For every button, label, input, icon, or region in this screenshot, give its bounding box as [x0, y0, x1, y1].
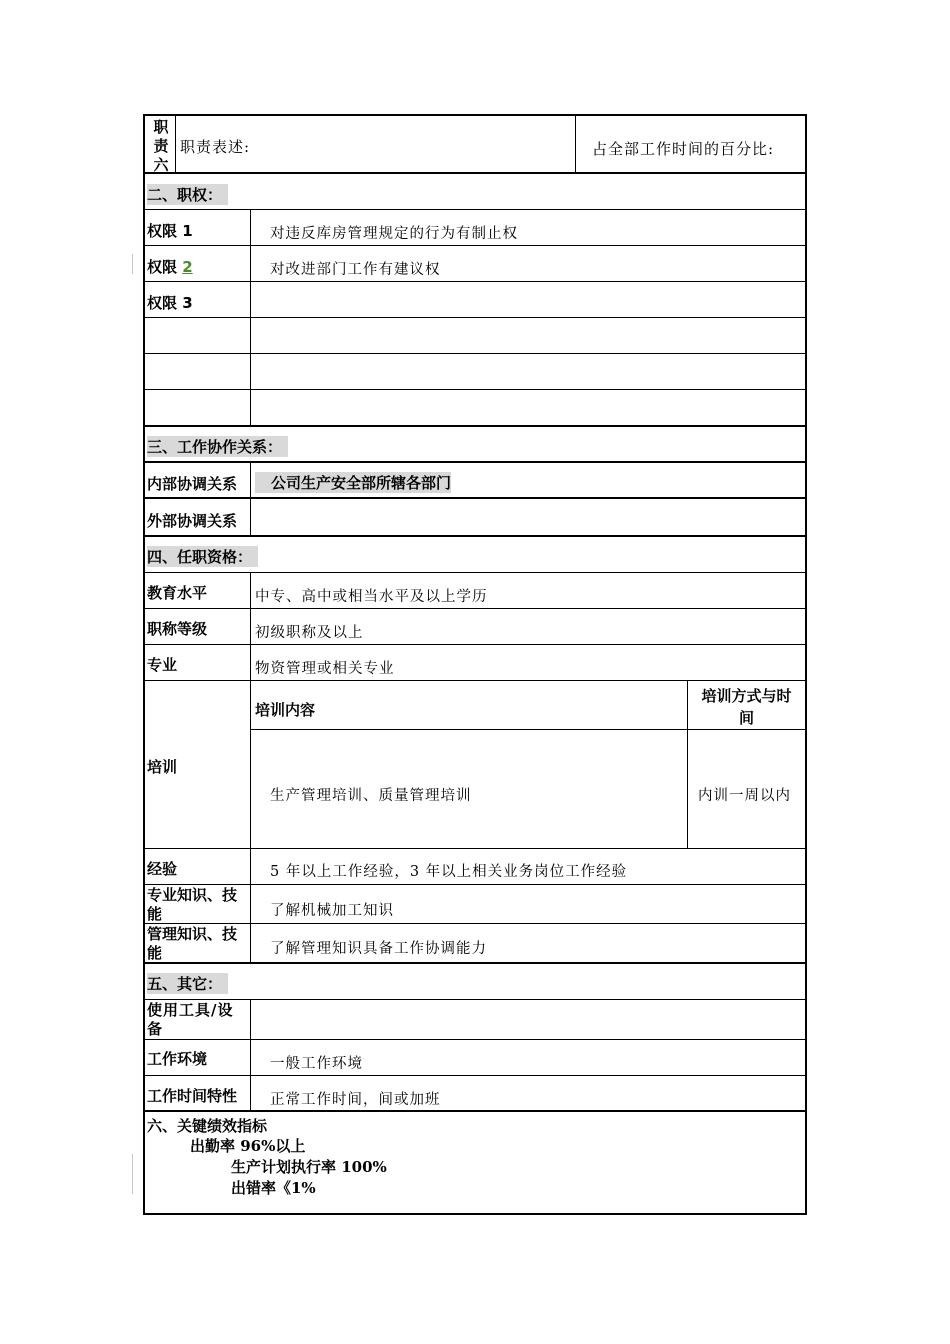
prof-knowledge-value: 了解机械加工知识 — [270, 903, 394, 919]
duty6-row — [143, 114, 807, 174]
section2-header — [143, 174, 807, 210]
training-content-value: 生产管理培训、质量管理培训 — [270, 788, 472, 804]
section6-title: 六、关键绩效指标 — [147, 1117, 268, 1135]
prof-knowledge-label-line2: 能 — [147, 905, 163, 923]
section3-title: 三、工作协作关系： — [147, 436, 288, 457]
internal-coordination-value: 公司生产安全部所辖各部门 — [255, 472, 451, 493]
permission-label-3: 权限 3 — [147, 294, 193, 312]
environment-label: 工作环境 — [147, 1050, 208, 1068]
training-method-value: 内训一周以内 — [698, 788, 791, 804]
section5-header — [143, 964, 807, 1000]
tools-label-line1: 使用工具/设 — [147, 1001, 234, 1019]
experience-label: 经验 — [147, 860, 178, 878]
kpi-item-3: 出错率《1% — [231, 1179, 316, 1197]
title-level-row — [143, 609, 807, 645]
revision-mark — [132, 254, 133, 274]
internal-coordination-row — [143, 463, 807, 499]
mgmt-knowledge-value: 了解管理知识具备工作协调能力 — [270, 941, 487, 957]
major-row — [143, 645, 807, 681]
prof-knowledge-label — [147, 886, 237, 924]
section5-title: 五、其它： — [147, 973, 228, 994]
title-level-value: 初级职称及以上 — [255, 625, 364, 641]
permission-value-2: 对改进部门工作有建议权 — [270, 262, 441, 278]
internal-coordination-label: 内部协调关系 — [147, 475, 238, 493]
prof-knowledge-row — [143, 885, 807, 924]
section4-header — [143, 537, 807, 573]
training-method-header-line1: 培训方式与时 — [701, 687, 792, 705]
section3-header — [143, 427, 807, 463]
duty6-desc-label: 职责表述: — [180, 138, 251, 156]
permission-row-empty — [143, 318, 807, 354]
experience-value: 5 年以上工作经验，3 年以上相关业务岗位工作经验 — [270, 864, 628, 880]
major-value: 物资管理或相关专业 — [255, 661, 395, 677]
prof-knowledge-label-line1: 专业知识、技 — [147, 886, 238, 904]
mgmt-knowledge-label — [147, 925, 237, 963]
training-method-header-line2: 间 — [738, 709, 754, 727]
education-row — [143, 573, 807, 609]
permission-label-2-number[interactable]: 2 — [182, 258, 193, 276]
training-row — [143, 681, 807, 849]
external-coordination-label: 外部协调关系 — [147, 512, 238, 530]
permission-label-1: 权限 1 — [147, 222, 193, 240]
section4-title: 四、任职资格： — [147, 546, 258, 567]
section6-block — [143, 1112, 807, 1215]
mgmt-knowledge-row — [143, 924, 807, 964]
environment-row — [143, 1040, 807, 1076]
work-time-row — [143, 1076, 807, 1112]
major-label: 专业 — [147, 656, 178, 674]
permission-row-3 — [143, 282, 807, 318]
permission-row-empty — [143, 390, 807, 427]
permission-row-empty — [143, 354, 807, 390]
duty6-percent-label: 占全部工作时间的百分比: — [592, 140, 775, 158]
mgmt-knowledge-label-line1: 管理知识、技 — [147, 925, 238, 943]
kpi-item-1: 出勤率 96%以上 — [190, 1137, 306, 1155]
title-level-label: 职称等级 — [147, 620, 208, 638]
training-content-header: 培训内容 — [255, 701, 316, 719]
training-method-header — [688, 685, 805, 729]
permission-row-2 — [143, 246, 807, 282]
environment-value: 一般工作环境 — [270, 1056, 363, 1072]
permission-label-2-text: 权限 — [147, 258, 183, 276]
tools-label-line2: 备 — [147, 1020, 164, 1038]
training-label: 培训 — [147, 758, 178, 776]
experience-row — [143, 849, 807, 885]
kpi-item-2: 生产计划执行率 100% — [231, 1158, 387, 1176]
permission-value-1: 对违反库房管理规定的行为有制止权 — [270, 226, 518, 242]
tools-label — [147, 1001, 233, 1039]
revision-mark — [132, 1154, 133, 1194]
permission-label-2 — [147, 256, 193, 277]
mgmt-knowledge-label-line2: 能 — [147, 944, 163, 962]
education-label: 教育水平 — [147, 584, 208, 602]
permission-row-1 — [143, 210, 807, 246]
tools-row — [143, 1000, 807, 1040]
duty6-label-text: 职责六 — [153, 118, 169, 174]
section2-title: 二、职权： — [147, 184, 228, 205]
work-time-label: 工作时间特性 — [147, 1087, 238, 1105]
work-time-value: 正常工作时间，间或加班 — [270, 1092, 441, 1108]
education-value: 中专、高中或相当水平及以上学历 — [255, 589, 488, 605]
external-coordination-row — [143, 499, 807, 537]
duty6-label — [149, 118, 173, 175]
